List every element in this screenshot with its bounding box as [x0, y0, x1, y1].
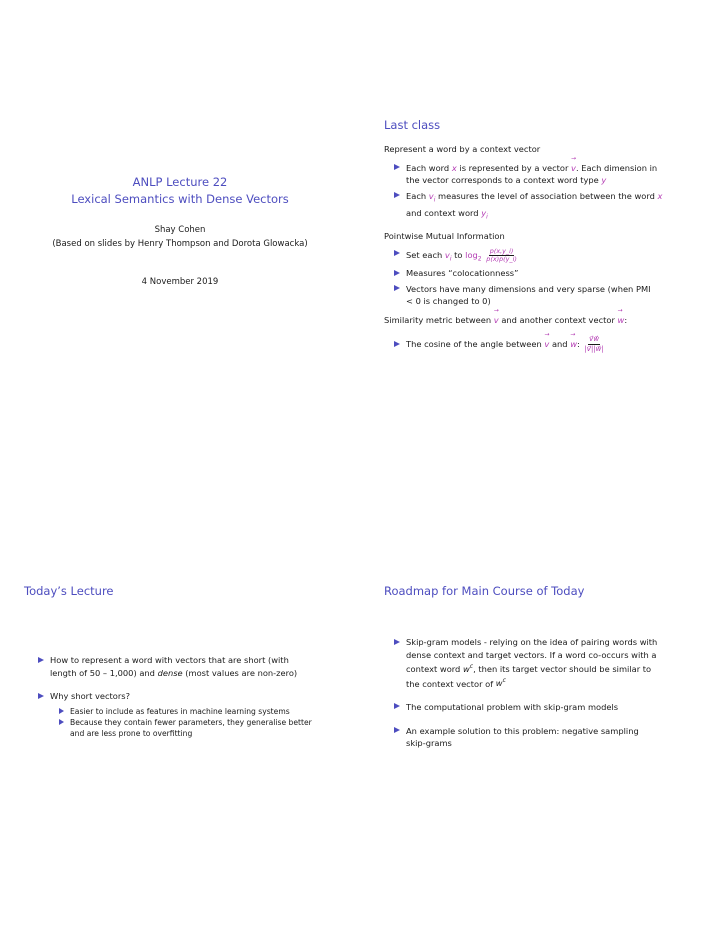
- math-vector-v: → v: [571, 162, 576, 175]
- bullet-triangle-icon: [394, 192, 400, 198]
- math-vector-w: → w: [618, 314, 625, 327]
- text: is represented by a vector: [459, 162, 569, 173]
- bullet-triangle-icon: [38, 657, 44, 663]
- bullet-triangle-icon: [394, 285, 400, 291]
- list-item: [384, 701, 704, 714]
- math-wc: $w^c$: [495, 677, 506, 689]
- slide-body: [28, 654, 348, 739]
- text: , then its target vector should be similar to: [473, 663, 652, 674]
- math-vi: $v_i$: [444, 249, 452, 263]
- bullet-triangle-icon: [38, 693, 44, 699]
- author: Shay Cohen: [154, 225, 206, 235]
- bullet-triangle-icon: [394, 703, 400, 709]
- math-vector-v: → v: [494, 314, 499, 327]
- list-item: [28, 654, 348, 679]
- text: to: [454, 249, 463, 260]
- text: skip-grams: [406, 738, 452, 749]
- list-item: [384, 636, 704, 690]
- text: Measures “colocationness”: [406, 268, 519, 279]
- lecture-date: 4 November 2019: [141, 277, 219, 287]
- text: < 0 is changed to 0): [406, 296, 491, 307]
- similarity-text: Similarity metric between → v and another context vector → w:: [384, 314, 704, 327]
- bullet-triangle-icon: [394, 164, 400, 170]
- fraction-numerator: v⃗w⃗: [589, 334, 600, 343]
- slide-body: [384, 143, 704, 354]
- slide-heading: Roadmap for Main Course of Today: [384, 584, 585, 598]
- text: and: [551, 338, 568, 349]
- credit-line: (Based on slides by Henry Thompson and Dorota Glowacka): [52, 239, 308, 249]
- fraction-numerator: p(x,y_i): [489, 246, 514, 255]
- lecture-title: [0, 174, 360, 208]
- slide-body: [384, 636, 704, 750]
- bullet-triangle-icon: [394, 250, 400, 256]
- math-yi: $y_i$: [481, 208, 488, 221]
- text: and context word: [406, 208, 479, 219]
- lecture-title-line2: Lexical Semantics with Dense Vectors: [71, 192, 289, 206]
- text: Because they contain fewer parameters, they generalise better: [70, 717, 312, 727]
- sub-bullet-triangle-icon: [59, 708, 64, 714]
- text: the context vector of: [406, 678, 494, 689]
- emphasis-dense: dense: [157, 667, 183, 678]
- list-item: [384, 190, 704, 225]
- list-item: [28, 690, 348, 739]
- list-item: [384, 248, 704, 266]
- list-item: The cosine of the angle between → v and → w: $\frac{v⃗w⃗}{|v⃗||w⃗|}$: [384, 335, 704, 354]
- text: An example solution to this problem: negative sampling: [406, 725, 639, 736]
- bullet-triangle-icon: [394, 727, 400, 733]
- math-log: $\log_2$: [465, 249, 482, 263]
- slide-heading: Last class: [384, 118, 441, 132]
- list-item: [384, 725, 704, 750]
- bullet-triangle-icon: [394, 639, 400, 645]
- text: . Each dimension in: [575, 162, 658, 173]
- text: Why short vectors?: [50, 691, 131, 702]
- text: the vector corresponds to a context word type: [406, 175, 599, 186]
- text: length of 50 – 1,000) and: [50, 667, 155, 678]
- list-item: [384, 162, 704, 187]
- text: Each word: [406, 162, 450, 173]
- math-vector-w: → w: [570, 338, 577, 351]
- math-vi: $v_i$: [428, 190, 436, 204]
- intro-text: Represent a word by a context vector: [384, 144, 541, 154]
- text: Easier to include as features in machine learning systems: [70, 706, 290, 716]
- pmi-fraction: [486, 248, 517, 263]
- sub-list-item: [50, 717, 348, 739]
- bullet-triangle-icon: [394, 270, 400, 276]
- text: context word: [406, 663, 461, 674]
- math-wc: $w^c$: [462, 663, 474, 674]
- sub-list-item: [50, 706, 348, 717]
- cosine-fraction: [584, 335, 603, 354]
- list-item: [384, 267, 704, 280]
- math-vector-v: → v: [544, 338, 549, 351]
- text: Vectors have many dimensions and very sparse (when PMI: [406, 283, 651, 294]
- text: dense context and target vectors. If a word co-occurs with a: [406, 649, 657, 660]
- slide-todays-lecture: [0, 466, 360, 932]
- text: Set each: [406, 249, 443, 260]
- text: (most values are non-zero): [185, 667, 298, 678]
- text: The cosine of the angle between: [406, 338, 542, 349]
- text: and are less prone to overfitting: [70, 728, 193, 738]
- lecture-title-line1: ANLP Lecture 22: [132, 175, 228, 189]
- slide-last-class: [360, 0, 720, 466]
- math-x: x: [451, 162, 457, 173]
- text: Skip-gram models - relying on the idea of pairing words with: [406, 637, 658, 647]
- fraction-denominator: |v⃗||w⃗|: [584, 344, 604, 353]
- slide-heading: Today’s Lecture: [24, 584, 114, 598]
- slide-roadmap: [360, 466, 720, 932]
- text: How to represent a word with vectors that are short (with: [50, 655, 289, 665]
- pmi-heading: Pointwise Mutual Information: [384, 231, 505, 242]
- fraction-denominator: p(x)p(y_i): [486, 254, 517, 263]
- sub-bullet-triangle-icon: [59, 719, 64, 725]
- text: measures the level of association between the word: [438, 190, 655, 201]
- text: Each: [406, 190, 427, 201]
- text: The computational problem with skip-gram models: [406, 701, 619, 712]
- math-x: x: [657, 190, 663, 201]
- math-y: y: [601, 175, 607, 186]
- slide-title-page: [0, 0, 360, 466]
- bullet-triangle-icon: [394, 341, 400, 347]
- list-item: [384, 283, 704, 308]
